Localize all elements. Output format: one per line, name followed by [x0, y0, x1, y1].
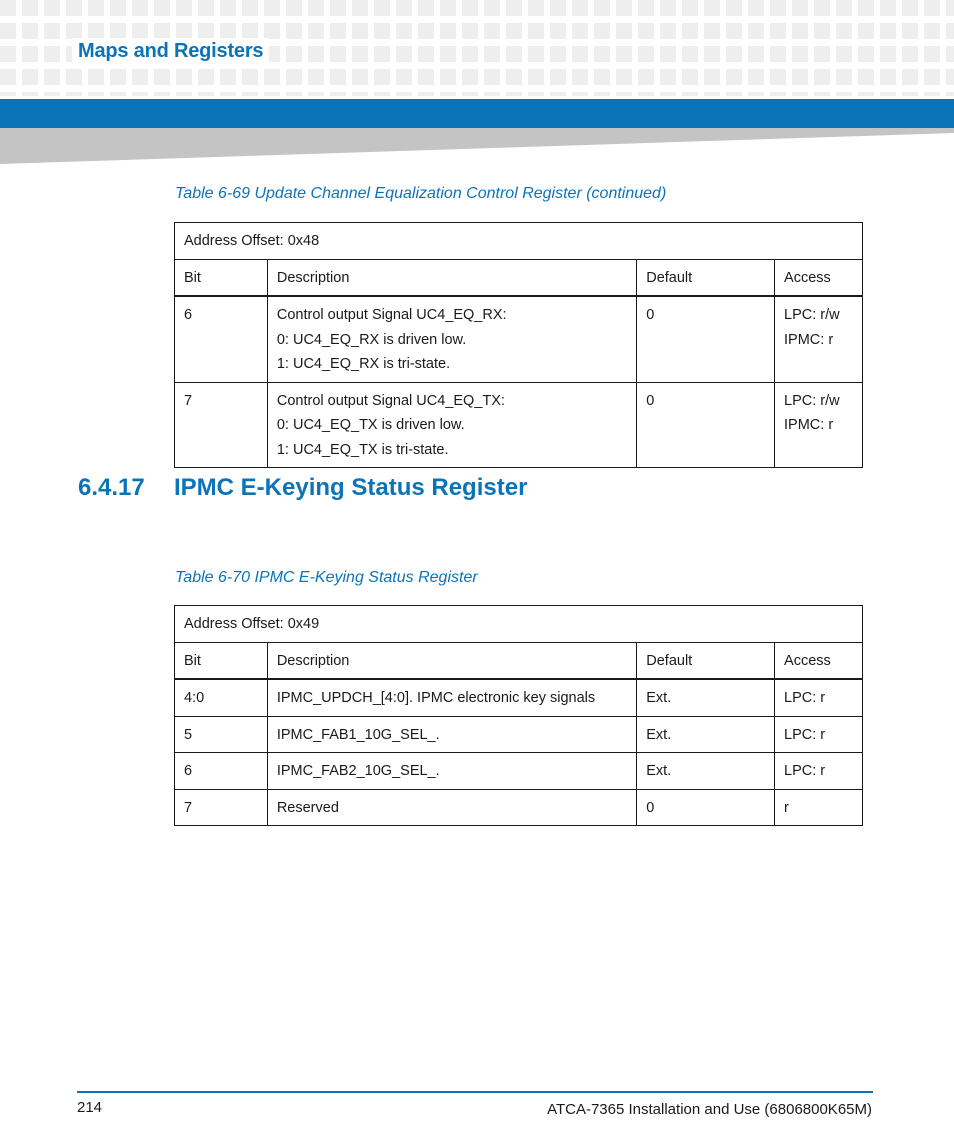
- description-line: 1: UC4_EQ_TX is tri-state.: [276, 441, 449, 458]
- table-row: [175, 223, 863, 260]
- bit-cell: 6: [175, 753, 268, 790]
- access-cell: [775, 296, 863, 382]
- table-caption: Table 6-70 IPMC E-Keying Status Register: [175, 569, 478, 586]
- document-title: ATCA-7365 Installation and Use (6806800K65M): [547, 1101, 872, 1118]
- access-cell: r: [775, 789, 863, 826]
- table-row: [175, 382, 863, 468]
- page-number: 214: [77, 1099, 103, 1116]
- column-header-access: Access: [775, 642, 863, 679]
- column-header-bit: Bit: [175, 642, 268, 679]
- section-number: 6.4.17: [78, 474, 145, 501]
- header-gray-wedge: [0, 128, 954, 164]
- bit-cell: 7: [175, 789, 268, 826]
- column-header-access: Access: [775, 259, 863, 296]
- bit-cell: 5: [175, 716, 268, 753]
- description-cell: [267, 382, 636, 468]
- running-section-title: Maps and Registers: [72, 38, 269, 65]
- default-cell: Ext.: [637, 679, 775, 716]
- footer-rule: [77, 1091, 873, 1093]
- bit-cell: 6: [175, 296, 268, 382]
- access-line: LPC: r/w: [784, 392, 840, 409]
- default-cell: 0: [637, 382, 775, 468]
- column-header-description: Description: [267, 259, 636, 296]
- description-cell: [267, 296, 636, 382]
- register-table-0x48: [174, 222, 863, 468]
- access-cell: [775, 382, 863, 468]
- access-cell: LPC: r: [775, 679, 863, 716]
- column-header-default: Default: [637, 642, 775, 679]
- description-line: Control output Signal UC4_EQ_RX:: [276, 307, 507, 323]
- table-header-row: [175, 642, 863, 679]
- description-line: 0: UC4_EQ_RX is driven low.: [276, 331, 467, 348]
- table-caption: Table 6-69 Update Channel Equalization Control Register (continued): [175, 185, 667, 202]
- table-row: [175, 716, 863, 753]
- section-heading: [78, 474, 527, 502]
- table-row: [175, 606, 863, 643]
- description-cell: Reserved: [267, 789, 636, 826]
- table-row: [175, 753, 863, 790]
- register-table-0x49: [174, 605, 863, 826]
- access-line: LPC: r/w: [784, 307, 840, 323]
- access-line: IPMC: r: [784, 417, 834, 433]
- access-cell: LPC: r: [775, 753, 863, 790]
- default-cell: Ext.: [637, 753, 775, 790]
- description-cell: IPMC_FAB2_10G_SEL_.: [267, 753, 636, 790]
- table-row: [175, 789, 863, 826]
- default-cell: 0: [637, 789, 775, 826]
- access-line: IPMC: r: [784, 331, 834, 348]
- default-cell: Ext.: [637, 716, 775, 753]
- column-header-description: Description: [267, 642, 636, 679]
- table-row: [175, 679, 863, 716]
- address-offset-cell: Address Offset: 0x49: [175, 606, 863, 643]
- address-offset-cell: Address Offset: 0x48: [175, 223, 863, 260]
- table-header-row: [175, 259, 863, 296]
- description-line: 1: UC4_EQ_RX is tri-state.: [276, 356, 451, 372]
- default-cell: 0: [637, 296, 775, 382]
- bit-cell: 4:0: [175, 679, 268, 716]
- table-row: [175, 296, 863, 382]
- description-line: 0: UC4_EQ_TX is driven low.: [276, 417, 465, 433]
- column-header-default: Default: [637, 259, 775, 296]
- description-line: Control output Signal UC4_EQ_TX:: [276, 392, 505, 409]
- bit-cell: 7: [175, 382, 268, 468]
- header-blue-band: [0, 99, 954, 128]
- section-heading-title: IPMC E-Keying Status Register: [174, 474, 528, 501]
- access-cell: LPC: r: [775, 716, 863, 753]
- description-cell: IPMC_UPDCH_[4:0]. IPMC electronic key signals: [267, 679, 636, 716]
- column-header-bit: Bit: [175, 259, 268, 296]
- description-cell: IPMC_FAB1_10G_SEL_.: [267, 716, 636, 753]
